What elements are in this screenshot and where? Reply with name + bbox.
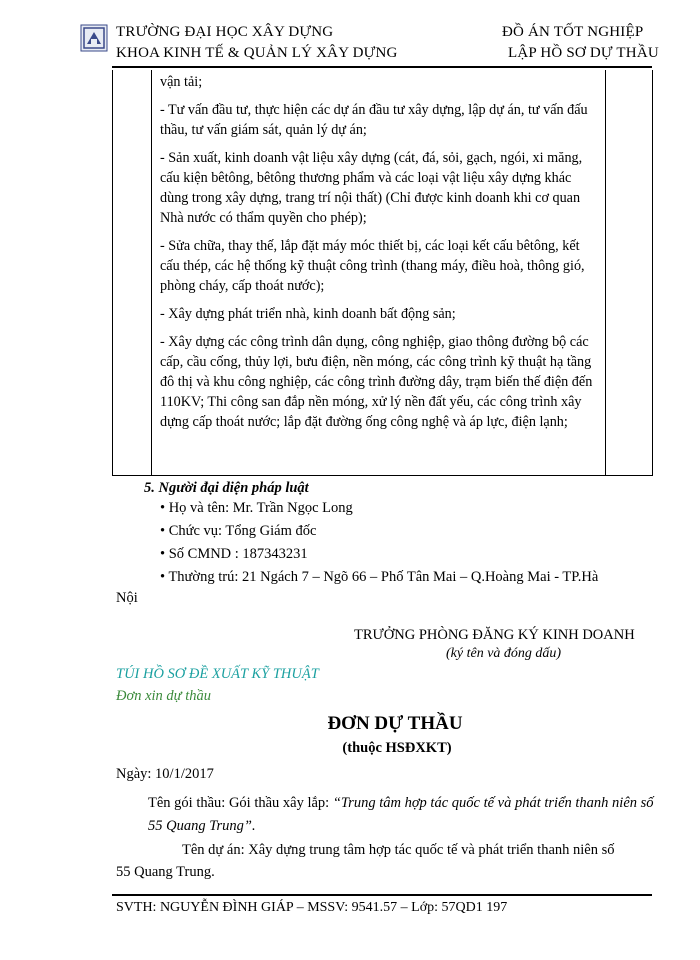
- legal-rep-position-text: Chức vụ: Tổng Giám đốc: [168, 523, 317, 539]
- legal-rep-id: • Số CMND : 187343231: [160, 546, 308, 562]
- legal-rep-name: • Họ và tên: Mr. Trần Ngọc Long: [160, 500, 353, 516]
- table-border-col2: [605, 70, 606, 475]
- legal-rep-id-text: Số CMND : 187343231: [168, 546, 308, 562]
- legal-rep-residence-text: Thường trú: 21 Ngách 7 – Ngõ 66 – Phố Tân Mai – Q.Hoàng Mai - TP.Hà: [168, 569, 599, 585]
- proposal-date: Ngày: 10/1/2017: [116, 766, 214, 782]
- legal-rep-residence-cont: Nội: [116, 590, 138, 606]
- proposal-subsection: Đơn xin dự thầu: [116, 688, 211, 704]
- table-content-cell: [160, 72, 598, 440]
- signature-note: (ký tên và đóng dấu): [446, 646, 562, 661]
- table-border-right: [652, 70, 653, 475]
- proposal-section-title: TÚI HỒ SƠ ĐỀ XUẤT KỸ THUẬT: [116, 666, 319, 682]
- header-faculty: KHOA KINH TẾ & QUẢN LÝ XÂY DỰNG: [116, 45, 398, 61]
- table-border-col1: [151, 70, 152, 475]
- table-line: - Sửa chữa, thay thế, lắp đặt máy móc thiết bị, các loại kết cấu bêtông, kết cấu thép, các hệ thống kỹ thuật công trình (thang máy, điều hoà, thông gió, phòng cháy, cấp thoát nước);: [160, 238, 585, 294]
- table-line: - Xây dựng các công trình dân dụng, công nghiệp, giao thông đường bộ các cấp, cầu cống, thủy lợi, bưu điện, nền móng, các công trình kỹ thuật hạ tầng đô thị và khu công nghiệp, các công trình đường dây, trạm biến thế điện đến 110KV; Thi công san đắp nền móng, xử lý nền đất yếu, các công trình xây dựng cấp thoát nước; lắp đặt đường ống công nghệ và áp lực, điện lạnh;: [160, 334, 593, 430]
- legal-rep-residence: • Thường trú: 21 Ngách 7 – Ngõ 66 – Phố Tân Mai – Q.Hoàng Mai - TP.Hà: [160, 569, 599, 585]
- package-label: Tên gói thầu: Gói thầu xây lắp:: [148, 795, 333, 811]
- footer-text: SVTH: NGUYỄN ĐÌNH GIÁP – MSSV: 9541.57 – Lớp: 57QD1 197: [116, 900, 508, 915]
- legal-rep-title: 5. Người đại diện pháp luật: [144, 480, 309, 496]
- table-line: vận tải;: [160, 74, 203, 90]
- proposal-project-line2: 55 Quang Trung.: [116, 864, 215, 880]
- legal-rep-position: • Chức vụ: Tổng Giám đốc: [160, 523, 317, 539]
- header-project-type: ĐỒ ÁN TỐT NGHIỆP: [502, 24, 644, 40]
- proposal-heading: ĐƠN DỰ THẦU: [327, 713, 463, 734]
- header-university: TRƯỜNG ĐẠI HỌC XÂY DỰNG: [116, 24, 334, 40]
- signature-office: TRƯỞNG PHÒNG ĐĂNG KÝ KINH DOANH: [354, 627, 635, 643]
- header-project-topic: LẬP HỒ SƠ DỰ THẦU: [508, 45, 659, 61]
- proposal-package: [148, 792, 658, 838]
- proposal-subheading: (thuộc HSĐXKT): [342, 740, 452, 756]
- header-divider: [112, 66, 652, 68]
- footer-divider: [112, 894, 652, 896]
- proposal-project-line1: Tên dự án: Xây dựng trung tâm hợp tác quốc tế và phát triển thanh niên số: [182, 842, 615, 858]
- university-logo-icon: [80, 24, 108, 52]
- package-name: “Trung tâm hợp tác quốc tế và phát triển thanh niên số 55 Quang Trung”.: [148, 795, 654, 834]
- table-line: - Tư vấn đầu tư, thực hiện các dự án đầu tư xây dựng, lập dự án, tư vấn đấu thầu, tư vấn giám sát, quản lý dự án;: [160, 102, 588, 138]
- table-line: - Xây dựng phát triển nhà, kinh doanh bất động sản;: [160, 306, 456, 322]
- legal-rep-name-text: Họ và tên: Mr. Trần Ngọc Long: [168, 500, 353, 516]
- table-line: - Sản xuất, kinh doanh vật liệu xây dựng (cát, đá, sỏi, gạch, ngói, xi măng, cấu kiện bêtông, bêtông thương phẩm và các loại vật liệu xây dựng khác dùng trong xây dựng, trang trí nội thất) (Chỉ được kinh doanh khi cơ quan Nhà nước có thẩm quyền cho phép);: [160, 150, 583, 226]
- table-border-left: [112, 70, 113, 475]
- table-border-bottom: [112, 475, 653, 476]
